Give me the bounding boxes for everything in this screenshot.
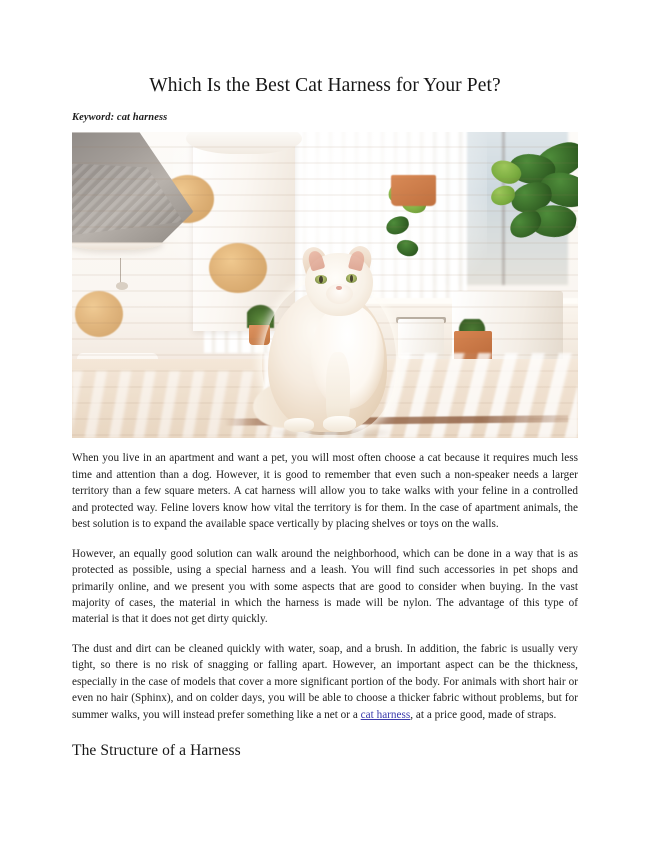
- page-content: [72, 0, 578, 761]
- cat-photo: [72, 132, 578, 438]
- body-paragraph-3: [72, 628, 578, 723]
- paragraph-3-text-after-link: , at a price good, made of straps.: [410, 708, 557, 721]
- article-image: [72, 132, 578, 438]
- keyword-line: Keyword: cat harness: [72, 112, 168, 124]
- cat-paw: [284, 418, 314, 431]
- cat-subject: [259, 246, 411, 436]
- sunlight-stripes-left: [72, 371, 274, 438]
- body-paragraph-1: When you live in an apartment and want a pet, you will most often choose a cat because it requires much less time and attention than a dog. However, it is good to remember that even such a non-speaker needs a larger territory than a few square meters. A cat harness will allow you to take walks with your feline in a controlled and protected way. Feline lovers know how vital the territory is for them. In the case of apartment animals, the best solution is to expand the available space vertically by placing shelves or toys on the walls.: [72, 452, 578, 531]
- body-paragraph-2: However, an equally good solution can walk around the neighborhood, which can be done in a way that is as protected as possible, using a special harness and a leash. You will find such accessories in pet shops and primarily online, and we present you with some aspects that are good to consider when buying. In the vast majority of cases, the material in which the harness is made will be nylon. The advantage of this type of material is that it does not get dirty quickly.: [72, 547, 578, 626]
- cat-harness-link[interactable]: cat harness: [360, 708, 411, 721]
- cat-pupil-left: [319, 276, 323, 283]
- cat-pupil-right: [350, 275, 354, 282]
- section-heading-structure: The Structure of a Harness: [72, 742, 241, 760]
- page-title: Which Is the Best Cat Harness for Your Pet?: [149, 75, 501, 96]
- paragraph-3-text-before-link: The dust and dirt can be cleaned quickly with water, soap, and a brush. In addition, the fabric is usually very tight, so there is no risk of snagging or falling apart. However, an important aspect can be the thickness, especially in the case of models that cover a more significant portion of the body. For animals with short hair or even no hair (Sphinx), and on colder days, you will be able to choose a thicker fabric without problems, but for summer walks, you will instead prefer something like a net or a: [72, 642, 578, 721]
- cat-paw: [323, 416, 356, 431]
